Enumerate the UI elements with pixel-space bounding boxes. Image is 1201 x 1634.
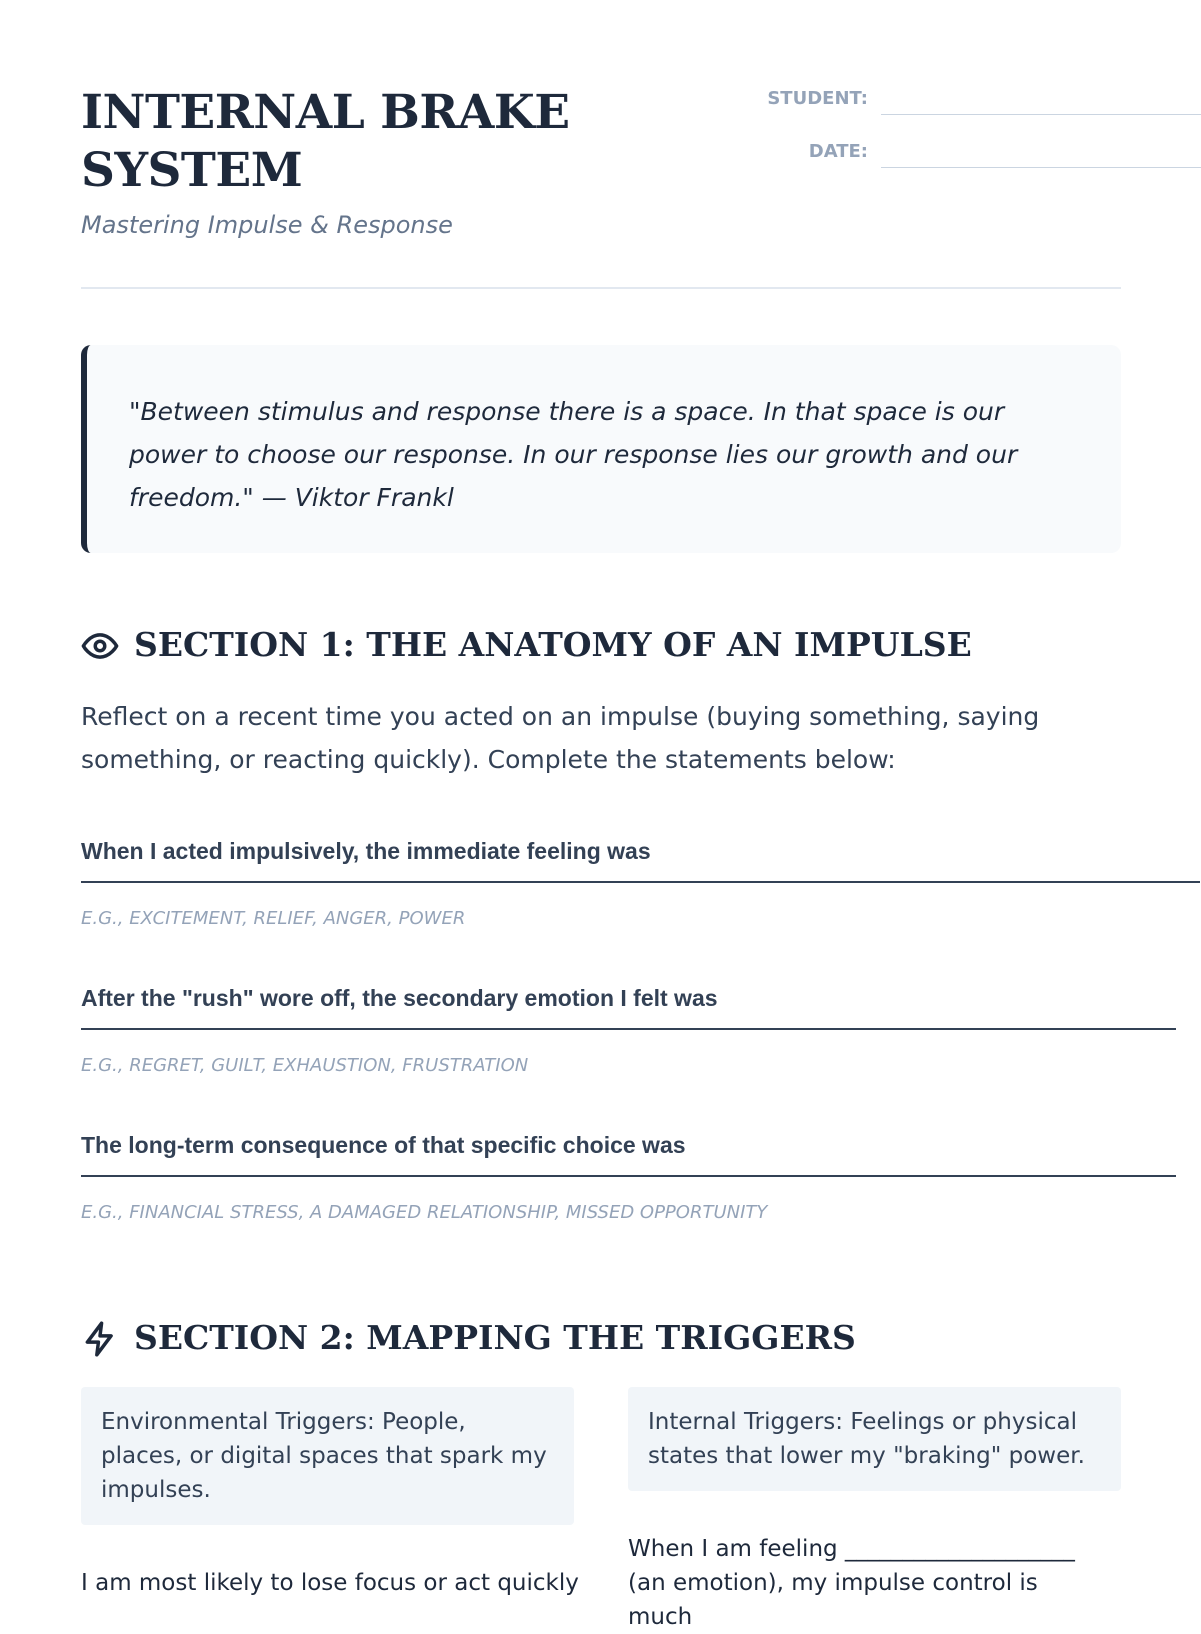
title-line-2: SYSTEM xyxy=(81,143,303,198)
statement-1 xyxy=(81,838,1181,968)
statement-3-label: The long-term consequence of that specific choice was xyxy=(81,1132,686,1158)
student-line[interactable] xyxy=(881,114,1201,115)
internal-prompt: When I am feeling ____________________ (an emotion), my impulse control is much xyxy=(628,1536,1075,1630)
section-2-header xyxy=(81,1316,1121,1360)
quote-block xyxy=(81,345,1121,553)
worksheet-subtitle: Mastering Impulse & Response xyxy=(81,211,453,239)
section-2-title: SECTION 2: MAPPING THE TRIGGERS xyxy=(134,1318,856,1357)
internal-triggers-text: Internal Triggers: Feelings or physical states that lower my "braking" power. xyxy=(648,1409,1085,1469)
statement-3 xyxy=(81,1132,1181,1262)
statement-2-answer-line[interactable] xyxy=(81,1028,1176,1030)
student-label: STUDENT: xyxy=(767,88,868,109)
section-1-intro: Reflect on a recent time you acted on an impulse (buying something, saying something, or reacting quickly). Complete the statements below: xyxy=(81,702,1040,774)
title-line-1: INTERNAL BRAKE xyxy=(81,85,570,140)
student-field xyxy=(681,86,1201,116)
environmental-triggers-box xyxy=(81,1387,574,1525)
statement-1-hint: E.G., EXCITEMENT, RELIEF, ANGER, POWER xyxy=(81,908,466,929)
internal-triggers-box xyxy=(628,1387,1121,1491)
eye-icon xyxy=(81,627,119,665)
date-field xyxy=(681,139,1201,169)
section-1-title: SECTION 1: THE ANATOMY OF AN IMPULSE xyxy=(134,625,972,664)
environmental-prompt: I am most likely to lose focus or act quickly xyxy=(81,1570,579,1596)
worksheet-title xyxy=(81,84,601,200)
date-line[interactable] xyxy=(881,167,1201,168)
environmental-triggers-text: Environmental Triggers: People, places, or digital spaces that spark my impulses. xyxy=(101,1409,547,1503)
worksheet-page xyxy=(81,0,1121,1630)
statement-1-label: When I acted impulsively, the immediate feeling was xyxy=(81,838,651,864)
statement-3-answer-line[interactable] xyxy=(81,1175,1176,1177)
statement-3-hint: E.G., FINANCIAL STRESS, A DAMAGED RELATIONSHIP, MISSED OPPORTUNITY xyxy=(81,1202,768,1223)
statement-2-hint: E.G., REGRET, GUILT, EXHAUSTION, FRUSTRATION xyxy=(81,1055,529,1076)
statement-2 xyxy=(81,985,1181,1115)
header-divider xyxy=(81,287,1121,289)
statement-2-label: After the "rush" wore off, the secondary emotion I felt was xyxy=(81,985,718,1011)
date-label: DATE: xyxy=(808,141,868,162)
section-1-header xyxy=(81,623,1121,667)
statement-1-answer-line[interactable] xyxy=(81,881,1200,883)
quote-text: "Between stimulus and response there is a space. In that space is our power to choose our response. In our response lies our growth and our freedom." — Viktor Frankl xyxy=(129,397,1018,512)
lightning-icon xyxy=(81,1320,119,1358)
